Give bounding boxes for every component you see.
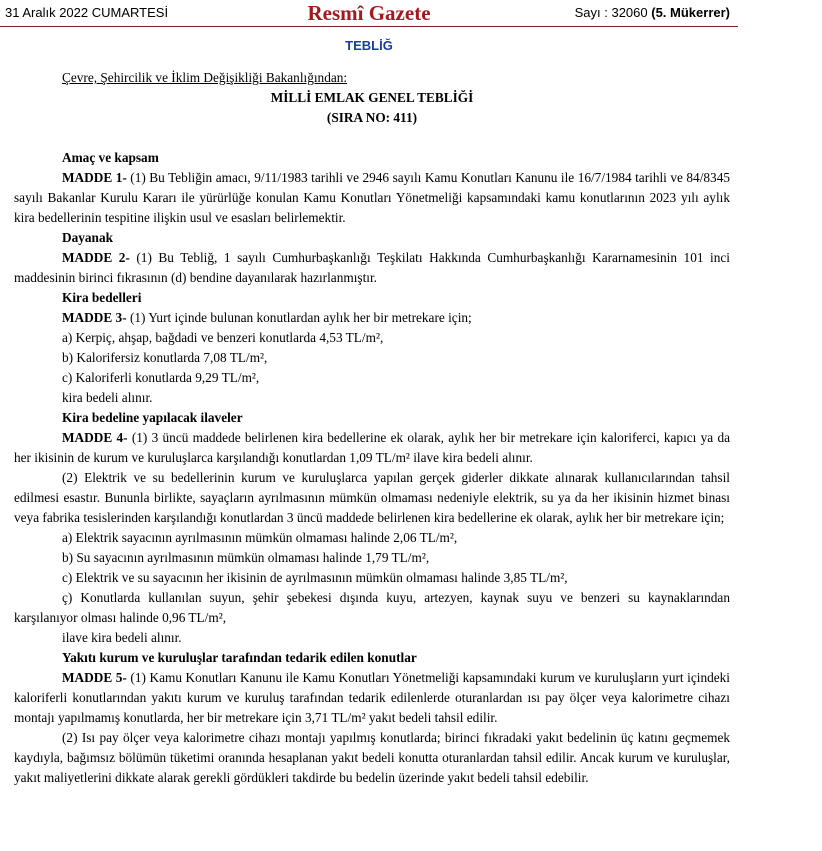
article-3-item-b: b) Kalorifersiz konutlarda 7,08 TL/m²,	[62, 350, 268, 365]
gazette-header	[0, 0, 738, 27]
article-4-item-a: a) Elektrik sayacının ayrılmasının mümkün olmaması halinde 2,06 TL/m²,	[62, 530, 458, 545]
article-3-item-c: c) Kaloriferli konutlarda 9,29 TL/m²,	[62, 370, 260, 385]
article-3-closing: kira bedeli alınır.	[62, 390, 153, 405]
document-title: MİLLİ EMLAK GENEL TEBLİĞİ	[270, 90, 474, 105]
article-4-closing: ilave kira bedeli alınır.	[62, 630, 182, 645]
article-1: MADDE 1- (1) Bu Tebliğin amacı, 9/11/1983 tarihli ve 2946 sayılı Kamu Konutları Kanunu ile 16/7/1984 tarihli ve 84/8345 sayılı Bakanlar Kurulu Kararı ile yürürlüğe konulan Kamu Konutları Yönetmeliği kapsamındaki kamu konutlarının 2023 yılı aylık kira bedellerinin tespitine ilişkin usul ve esasları belirlemektir.	[14, 170, 730, 225]
gazette-title: Resmî Gazete	[307, 1, 431, 25]
heading-purpose: Amaç ve kapsam	[62, 150, 159, 165]
article-4-para-2: (2) Elektrik ve su bedellerinin kurum ve kuruluşlarca yapılan gerçek giderler dikkate alınarak kullanıcılarından tahsil edilmesi esastır. Bununla birlikte, sayaçların ayrılmasının mümkün olmaması nedeniyle elektrik, su ya da her ikisinin hizmet binası veya fabrika tesislerinden karşılandığı konutlardan 3 üncü maddede belirlenen kira bedellerine ek olarak, aylık her bir metrekare için;	[14, 470, 730, 525]
issue-label: Sayı : 32060	[574, 5, 648, 20]
article-4-item-cc: ç) Konutlarda kullanılan suyun, şehir şebekesi dışında kuyu, artezyen, kaynak suyu ve benzeri su kaynaklarından karşılanıyor olması halinde 0,96 TL/m²,	[14, 590, 730, 625]
article-5-para-2: (2) Isı pay ölçer veya kalorimetre cihazı montajı yapılmış konutlarda; birinci fıkradaki yakıt bedelinin üç katını geçmemek kaydıyla, bağımsız bölümün tüketimi oranında hesaplanan yakıt bedeli konutta oturanlardan tahsil edilir. Ancak kurum ve kuruluşlar, yakıt maliyetlerini dikkate alarak gerekli gördükleri takdirde bu bedelin üzerinde yakıt bedeli tahsil edebilir.	[14, 730, 730, 785]
article-4: MADDE 4- (1) 3 üncü maddede belirlenen kira bedellerine ek olarak, aylık her bir metrekare için kaloriferci, kapıcı ya da her ikisinin de kurum ve kuruluşlarca karşılandığı konutlardan 1,09 TL/m² ilave kira bedeli alınır.	[14, 430, 730, 465]
article-4-item-b: b) Su sayacının ayrılmasının mümkün olmaması halinde 1,79 TL/m²,	[62, 550, 430, 565]
article-5: MADDE 5- (1) Kamu Konutları Kanunu ile Kamu Konutları Yönetmeliği kapsamındaki kurum ve kuruluşların yurt içindeki kaloriferli konutlarından yakıtı kurum ve kuruluş tarafından tedarik edilenlerde oturanlardan ısı pay ölçer veya kalorimetre cihazı montajı yapılmamış konutlarda, her bir metrekare için 3,71 TL/m² yakıt bedeli tahsil edilir.	[14, 670, 730, 725]
article-2: MADDE 2- (1) Bu Tebliğ, 1 sayılı Cumhurbaşkanlığı Teşkilatı Hakkında Cumhurbaşkanlığı Kararnamesinin 101 inci maddesinin birinci fıkrasının (d) bendine dayanılarak hazırlanmıştır.	[14, 250, 730, 285]
heading-additions: Kira bedeline yapılacak ilaveler	[62, 410, 243, 425]
document-number: (SIRA NO: 411)	[326, 110, 418, 125]
issue-number	[575, 5, 730, 20]
document-body	[14, 68, 730, 788]
article-3-item-a: a) Kerpiç, ahşap, bağdadi ve benzeri konutlarda 4,53 TL/m²,	[62, 330, 384, 345]
issue-suffix: (5. Mükerrer)	[651, 5, 730, 20]
issue-date: 31 Aralık 2022 CUMARTESİ	[5, 5, 169, 20]
heading-rent: Kira bedelleri	[62, 290, 142, 305]
heading-fuel: Yakıtı kurum ve kuruluşlar tarafından tedarik edilen konutlar	[62, 650, 417, 665]
heading-basis: Dayanak	[62, 230, 113, 245]
section-title: TEBLİĞ	[345, 38, 393, 53]
issuing-ministry: Çevre, Şehircilik ve İklim Değişikliği Bakanlığından:	[62, 70, 348, 85]
article-3: MADDE 3- (1) Yurt içinde bulunan konutlardan aylık her bir metrekare için;	[62, 310, 472, 325]
article-4-item-c: c) Elektrik ve su sayacının her ikisinin de ayrılmasının mümkün olmaması halinde 3,85 TL/m²,	[62, 570, 568, 585]
